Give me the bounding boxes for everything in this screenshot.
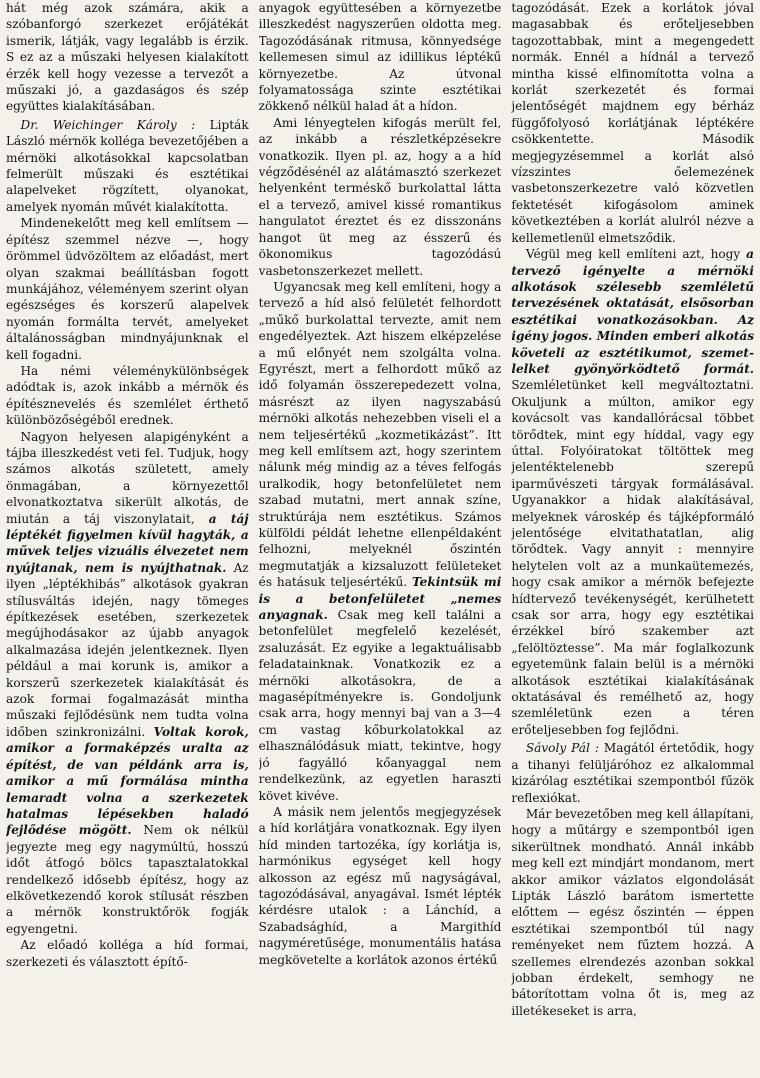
text-run: Ugyancsak meg kell említeni, hogy a tervező a híd alsó felületét felhordott „műkő burkolattal tervezte, amit nem engedélyeztek. Azt hiszem elképzelése a mű előnyét nem szolgálta volna. Egyrészt, mert a felhordott műkő az idő folyamán összerepedezett volna, másrészt az ilyen nagyszabású mérnöki alkotás nehezebben viseli el a nem teljesértékű „kozmetikázást”. Itt meg kell említsem azt, hogy szerintem nálunk még mindig az a téves felfogás uralkodik, hogy betonfelületet nem szabad mutatni, mert annak színe, struktúrája nem esztétikus. Számos külföldi példát lehetne ellenpéldaként felhozni, melyeknél őszintén megmutatják a kizsaluzott felületeket és hatásuk teljesértékű. [258, 279, 502, 590]
emphasized-text: a táj léptékét figyelmen kívül hagyták, a művek teljes vizuális élvezetet nem nyújtanak, nem is nyújthatnak. [6, 511, 249, 575]
text-paragraph [259, 0, 502, 115]
text-paragraph [511, 806, 754, 1019]
text-run: Már bevezetőben meg kell állapítani, hogy a műtárgy e szempontból igen sikerültnek mondható. Annál inkább meg kell ezt mindjárt mondanom, mert akkor amikor vázlatos elgondolását Lipták László barátom ismertette előttem — egész őszintén — éppen esztétikai szempontból túl nagy reményeket nem fűztem hozzá. A szellemes elrendezés azonban sokkal jobban érdekelt, semhogy ne bátorítottam volna őt is, meg az illetékeseket is arra, [511, 806, 755, 1018]
text-run: Nagyon helyesen alapigényként a tájba illeszkedést veti fel. Tudjuk, hogy számos alkotás született, amely önmagában, a környezettől elvonatkoztatva sikerült alkotás, de miután a táj viszonylatait, [6, 429, 249, 526]
text-paragraph [511, 0, 754, 246]
text-run: Ha némi véleménykülönbségek adódtak is, azok inkább a mérnök és építésznevelés és szemlélet érthető különbözőségéből erednek. [6, 363, 249, 428]
speaker-name: Sávoly Pál : [525, 741, 599, 756]
text-run: A másik nem jelentős megjegyzések a híd korlátjára vonatkoznak. Egy ilyen híd minden tartozéka, így korlátja is, harmónikus egységet kell hogy alkosson az egész mű nagyságával, tagozódásával, anyagával. Ismét lépték kérdésre utalok : a Lánchíd, a Szabadsághíd, a Margithíd nagyméretűsége, monumentális hatása megkövetelte a korlátok azonos értékű [258, 804, 502, 967]
text-run: anyagok együttesében a környezetbe illeszkedést nagyszerűen oldotta meg. Tagozódásának ritmusa, könnyedsége kellemesen simul az idillikus léptékű környezetbe. Az útvonal folyamatossága szinte esztétikai zökkenő nélkül halad át a hídon. [258, 1, 502, 114]
emphasized-text: a tervező igényelte a mérnöki alkotások szélesebb szemléletű tervezésének oktatását, elsősorban esztétikai vonatkozásokban. Az igény jogos. Minden emberi alkotás követeli az esztétikumot, szemet-lelket gyönyörködtető formát. [511, 247, 755, 376]
text-run: Lipták László mérnök kolléga bevezetőjében a mérnöki alkotásokkal kapcsolatban felmerült műszaki és esztétikai alapelveket rögzített, olyanokat, amelyek nyomán művét kialakította. [6, 117, 249, 214]
text-run: Nem ok nélkül jegyezte meg egy nagymúltú, hosszú időt átfogó bölcs tapasztalatokkal rendelkező idősebb építész, hogy az elkövetkezendő korok stílusát részben a mérnök konstruktőrök fogják egyengetni. [6, 823, 249, 936]
text-paragraph [259, 804, 502, 968]
text-paragraph [6, 363, 249, 429]
text-run: Szemléletünket kell megváltoztatni. Okuljunk a múlton, amikor egy kovácsolt vas kandallórácsal többet törődtek, mint egy híddal, vagy egy úttal. Folyóiratokat töltöttek meg jelentéktelenebb szerepű iparművészeti tárgyak formálásával. Ugyanakkor a hidak alakításával, melyeknek városkép és tájképformáló jelentősége elvitathatatlan, alig törődtek. Vagy annyit : mennyire helytelen volt az a munkaütemezés, hogy csak amikor a mérnök befejezte hídtervező tevékenységét, kerülhetett csak sor arra, hogy egy esztétikai érzékkel bíró szakember azt „felöltöztesse”. Ma már foglalkozunk egyetemünk falain belül is a mérnöki alkotások esztétikai kialakításának oktatásával és remélhető az, hogy szemléletünk ezen a téren erőteljesebben fog fejlődni. [511, 378, 755, 737]
speaker-paragraph [511, 740, 754, 806]
emphasized-text: Voltak korok, amikor a formaképzés uralta az építést, de van példánk arra is, amikor a mű formálása mintha lemaradt volna a szerkezetek hatalmas lépésekben haladó fejlődése mögött. [6, 724, 249, 838]
text-paragraph [511, 246, 754, 738]
text-paragraph [6, 215, 249, 363]
text-run: Az előadó kolléga a híd formai, szerkezeti és választott építő- [6, 938, 249, 969]
text-run: Ami lényegtelen kifogás merült fel, az inkább a részletképzésekre vonatkozik. Ilyen pl. az, hogy a a híd végződésénél az alátámasztó szerkezet helyenként terméskő burkolattal látta el a tervező, amivel kissé romantikus hangulatot éreztet és ez disszonáns hangot üt meg az ésszerű és ökonomikus tagozódású vasbetonszerkezet mellett. [258, 115, 502, 278]
text-column-2 [259, 0, 502, 1078]
text-column-1 [6, 0, 249, 1078]
text-run: tagozódását. Ezek a korlátok jóval magasabbak és erőteljesebben tagozottabbak, mint a megengedett normák. Ennél a hídnál a tervező mintha kissé elfinomította volna a korlát szerkezetét és formai jelentőségét majdnem egy bérház függőfolyosó korlátjának léptékére csökkentette. Második megjegyzésemmel a korlát alsó vízszintes őelemezének vasbetonszerkezetre való közvetlen fektetését kifogásolom aminek következtében a korlát alulról nézve a kellemetlenül elmetsződik. [511, 1, 755, 245]
emphasized-text: Tekintsük mi is a betonfelületet „nemes anyagnak. [258, 575, 502, 623]
text-run: hát még azok számára, akik a szóbanforgó szerkezet erőjátékát ismerik, látják, vagy legalább is érzik. S ez az a műszaki helyesen kialakított érzék kell hogy vezesse a tervezőt a műszaki jó, a gazdaságos és szép együttes kialakításában. [6, 1, 249, 114]
speaker-name: Dr. Weichinger Károly : [20, 117, 196, 132]
text-run: Magától értetődik, hogy a tihanyi felüljáróhoz ez alkalommal kizárólag esztétikai szempontból fűzök reflexiókat. [511, 741, 755, 805]
text-paragraph [6, 429, 249, 938]
text-paragraph [259, 279, 502, 804]
text-paragraph [6, 937, 249, 970]
text-run: Az ilyen „léptékhibás” alkotások gyakran stílusváltás idején, nagy tömeges építkezések esetében, szerkezetek megújhodásakor az újabb anyagok alkalmazása idején jelentkeznek. Ilyen például a mai korunk is, amikor a korszerű szerkezetek kialakítását és azok formai fogalmazását mintha műszaki fejlődésünk nem tudta volna időben szinkronizálni. [6, 560, 249, 739]
text-run: Mindenekelőtt meg kell említsem — építész szemmel nézve —, hogy örömmel üdvözöltem az előadást, mert olyan szakmai beállításban fogott munkájához, véleményem szerint olyan egészséges és korszerű alapelvek nyomán formálta tervét, amelyeket általánosságban mindnyájunknak el kell fogadni. [6, 216, 249, 362]
speaker-paragraph [6, 117, 249, 215]
text-run: Végül meg kell említeni azt, hogy [525, 247, 747, 262]
text-column-3 [511, 0, 754, 1078]
text-paragraph [6, 0, 249, 115]
text-run: Csak meg kell találni a betonfelület megfelelő kezelését, zsaluzását. Ez egyike a legaktuálisabb feladatainknak. Vonatkozik ez a mérnöki alkotásokra, de a magasépítményekre is. Gondoljunk csak arra, hogy mennyi baj van a 3—4 cm vastag kőburkolatokkal az elhasználódásuk miatt, tekintve, hogy jó fagyálló kőanyaggal nem rendelkezünk, az egyetlen haraszti követ kivéve. [258, 608, 502, 803]
text-paragraph [259, 115, 502, 279]
